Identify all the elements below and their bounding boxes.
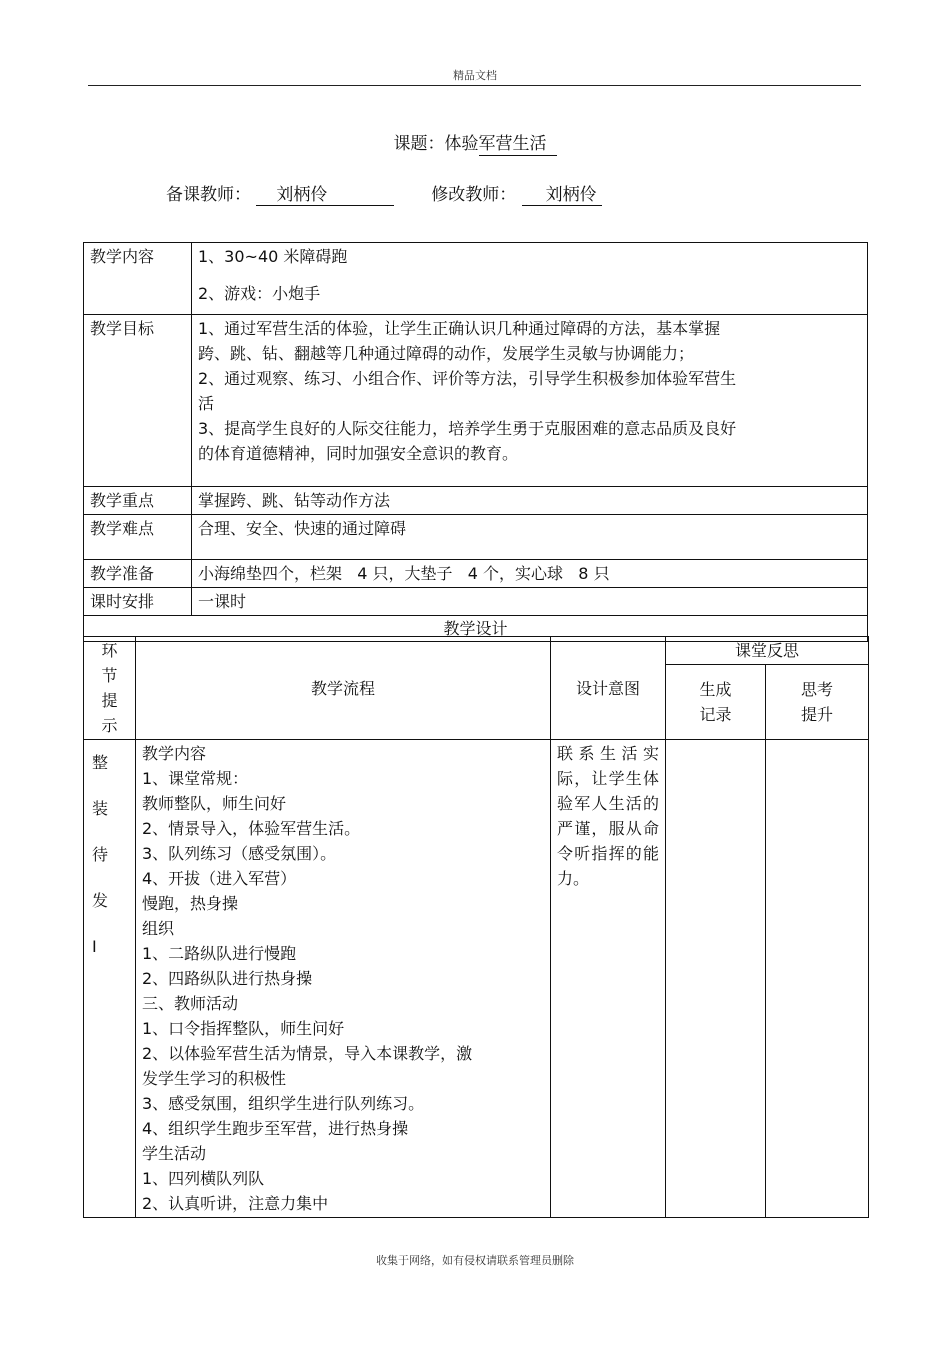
table-row [84,243,868,315]
row-label: 教学目标 [84,315,192,487]
row-content [192,315,868,487]
content-line: 1、通过军营生活的体验，让学生正确认识几种通过障碍的方法，基本掌握 [198,319,721,338]
row-label: 教学内容 [84,243,192,315]
stage-char: 发 [92,891,109,910]
table-row [84,487,868,515]
process-line: 2、认真听讲，注意力集中 [142,1194,329,1213]
process-line: 1、四列横队列队 [142,1169,265,1188]
record-cell [666,740,766,1218]
process-line: 教师整队，师生问好 [142,794,287,813]
content-line: 3、提高学生良好的人际交往能力，培养学生勇于克服困难的意志品质及良好 [198,419,737,438]
page-footer: 收集于网络，如有侵权请联系管理员删除 [376,1254,574,1267]
row-content: 掌握跨、跳、钻等动作方法 [192,487,868,515]
stage-char: 整 [92,753,109,772]
header-rule [88,85,861,86]
process-line: 2、情景导入，体验军营生活。 [142,819,361,838]
lesson-title-topic: 军营生活 [479,134,557,156]
process-line: 1、口令指挥整队，师生问好 [142,1019,345,1038]
lesson-info-table [83,242,868,642]
table-row [84,515,868,560]
process-line: 教学内容 [142,744,207,763]
stage-header: 环 节 提 示 [84,637,136,740]
process-line: 学生活动 [142,1144,207,1163]
prep-teacher-name: 刘柄伶 [256,180,394,206]
row-label: 教学重点 [84,487,192,515]
table-row [84,315,868,487]
table-row [84,588,868,616]
teaching-design-table [83,636,869,1218]
stage-char: 待 [92,845,109,864]
process-line: 发学生学习的积极性 [142,1069,287,1088]
table-row [84,637,869,665]
teacher-line [166,180,602,206]
process-line: 慢跑，热身操 [142,894,239,913]
process-cell [136,740,551,1218]
reflection-header: 课堂反思 [666,637,869,665]
process-line: 2、四路纵队进行热身操 [142,969,313,988]
process-line: 1、二路纵队进行慢跑 [142,944,297,963]
improve-header: 思考 提升 [766,665,869,740]
row-label: 课时安排 [84,588,192,616]
row-content: 一课时 [192,588,868,616]
edit-teacher-label: 修改教师： [431,185,517,205]
content-line: 2、游戏：小炮手 [198,284,321,303]
lesson-title [0,129,950,154]
content-line: 跨、跳、钻、翻越等几种通过障碍的动作，发展学生灵敏与协调能力； [198,344,695,363]
intent-header: 设计意图 [551,637,666,740]
lesson-title-label: 课题：体验 [393,134,479,154]
row-content [192,243,868,315]
process-line: 1、课堂常规： [142,769,249,788]
intent-cell: 联系生活实际，让学生体验军人生活的严谨，服从命令听指挥的能力。 [551,740,666,1218]
prep-teacher-label: 备课教师： [166,185,251,205]
content-line: 2、通过观察、练习、小组合作、评价等方法，引导学生积极参加体验军营生 [198,369,737,388]
process-line: 3、队列练习（感受氛围）。 [142,844,337,863]
stage-char: 装 [92,799,109,818]
process-line: 组织 [142,919,175,938]
table-row [84,740,869,1218]
content-line: 的体育道德精神，同时加强安全意识的教育。 [198,444,519,463]
table-row [84,560,868,588]
process-line: 3、感受氛围，组织学生进行队列练习。 [142,1094,425,1113]
row-label: 教学准备 [84,560,192,588]
process-header: 教学流程 [136,637,551,740]
record-header: 生成 记录 [666,665,766,740]
content-line: 1、30~40 米障碍跑 [198,247,348,266]
edit-teacher-name: 刘柄伶 [522,180,602,206]
process-line: 4、组织学生跑步至军营，进行热身操 [142,1119,409,1138]
page-header: 精品文档 [453,69,497,82]
improve-cell [766,740,869,1218]
process-line: 4、开拔（进入军营） [142,869,297,888]
content-line: 活 [198,394,215,413]
process-line: 2、以体验军营生活为情景，导入本课教学，激 [142,1044,473,1063]
row-label: 教学难点 [84,515,192,560]
design-section-title: 教学设计 [84,616,868,642]
stage-cell [84,740,136,1218]
row-content: 小海绵垫四个，栏架 4 只，大垫子 4 个，实心球 8 只 [192,560,868,588]
row-content: 合理、安全、快速的通过障碍 [192,515,868,560]
stage-char: I [92,937,97,956]
process-line: 三、教师活动 [142,994,239,1013]
